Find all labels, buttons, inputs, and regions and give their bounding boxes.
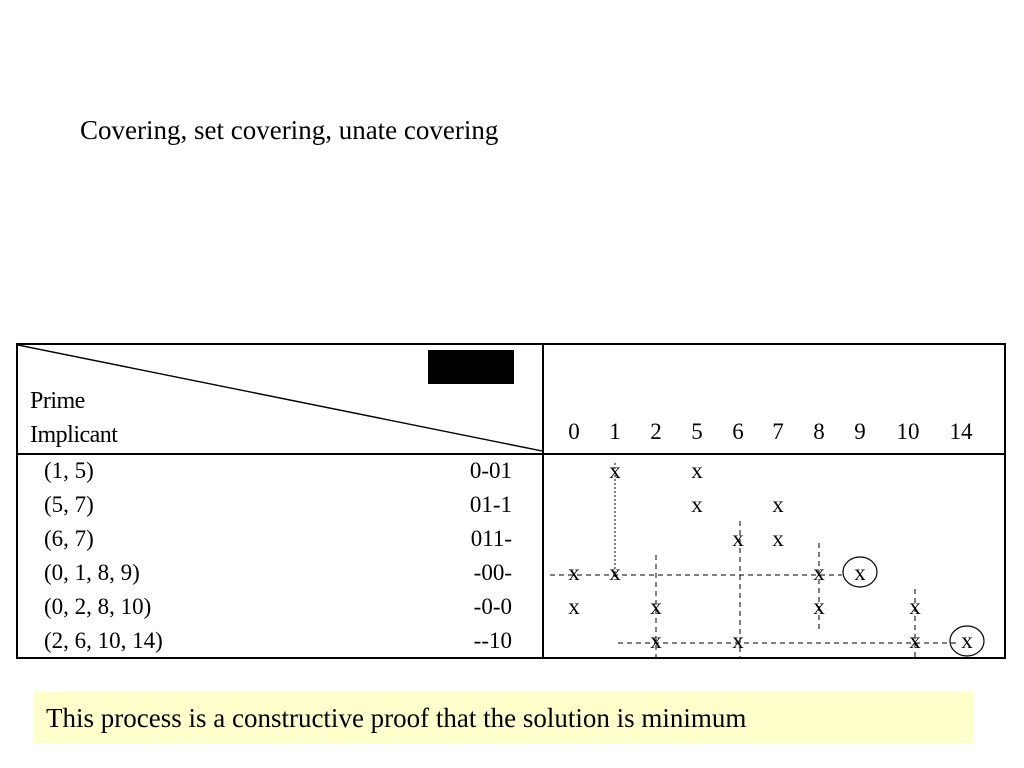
column-header: 10 <box>896 419 920 444</box>
cover-mark: x <box>650 628 662 653</box>
cover-mark-circled: x <box>854 560 866 585</box>
column-header: 5 <box>691 419 703 444</box>
cover-mark: x <box>732 628 744 653</box>
cover-mark-circled: x <box>961 628 973 653</box>
row-label: (0, 2, 8, 10) <box>44 594 152 619</box>
row-code: -00- <box>473 560 512 585</box>
row-label: (5, 7) <box>44 492 94 517</box>
row-label: (1, 5) <box>44 458 94 483</box>
cover-mark: x <box>909 628 921 653</box>
row-code: -0-0 <box>473 594 512 619</box>
row-code: 0-01 <box>469 458 512 483</box>
cover-mark: x <box>772 526 784 551</box>
row-code: --10 <box>473 628 512 653</box>
column-divider <box>542 345 544 657</box>
cover-mark: x <box>568 594 580 619</box>
column-header: 2 <box>650 419 662 444</box>
cover-mark: x <box>732 526 744 551</box>
row-code: 01-1 <box>469 492 512 517</box>
row-label: (6, 7) <box>44 526 94 551</box>
header-implicant: Implicant <box>30 422 118 448</box>
slide-title: Covering, set covering, unate covering <box>80 115 499 145</box>
header-divider <box>18 453 1004 455</box>
cover-mark: x <box>691 458 703 483</box>
column-header: 0 <box>568 419 580 444</box>
cover-mark: x <box>609 560 621 585</box>
column-header: 1 <box>609 419 621 444</box>
cover-mark: x <box>568 560 580 585</box>
column-header: 14 <box>949 419 973 444</box>
redacted-box <box>428 350 514 384</box>
column-header: 8 <box>813 419 825 444</box>
column-header: 7 <box>772 419 784 444</box>
row-label: (0, 1, 8, 9) <box>44 560 140 585</box>
cover-mark: x <box>609 458 621 483</box>
row-label: (2, 6, 10, 14) <box>44 628 163 653</box>
cover-mark: x <box>691 492 703 517</box>
cover-mark: x <box>772 492 784 517</box>
cover-mark: x <box>650 594 662 619</box>
cover-mark: x <box>813 594 825 619</box>
note-box: This process is a constructive proof that the solution is minimum <box>34 691 973 743</box>
cover-mark: x <box>909 594 921 619</box>
row-code: 011- <box>470 526 512 551</box>
prime-implicant-table <box>16 343 1006 659</box>
column-header: 9 <box>854 419 866 444</box>
header-prime: Prime <box>30 388 85 414</box>
column-header: 6 <box>732 419 744 444</box>
cover-mark: x <box>813 560 825 585</box>
